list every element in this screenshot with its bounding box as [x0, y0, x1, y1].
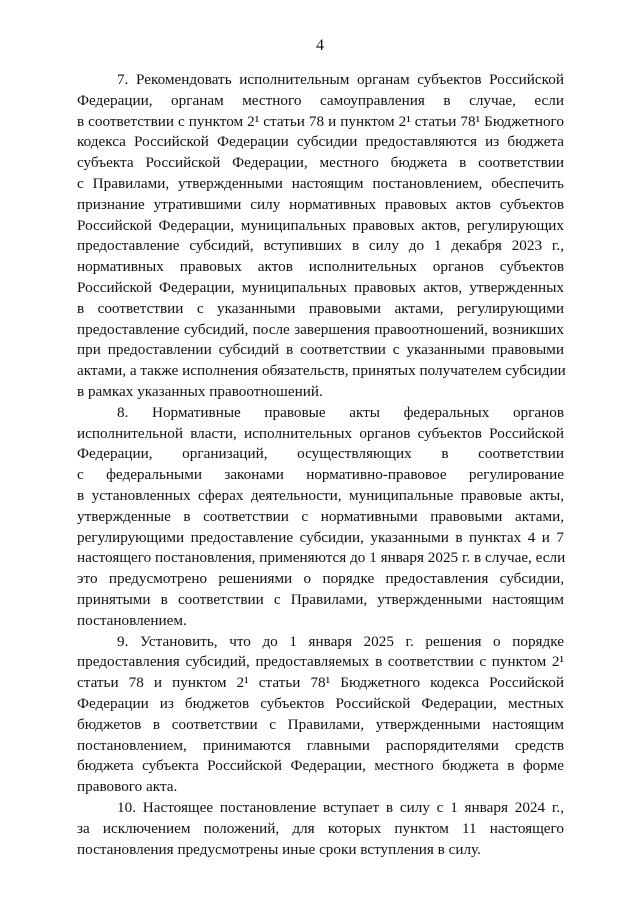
- text-line: постановлением, принимаются главными распорядителями средств: [77, 736, 564, 754]
- text-line: утвержденные в соответствии с нормативными правовыми актами,: [77, 507, 564, 525]
- text-line: в рамках указанных правоотношений.: [77, 383, 323, 400]
- text-line: исполнительной власти, исполнительных органов субъектов Российской: [77, 424, 564, 442]
- text-line: за исключением положений, для которых пунктом 11 настоящего: [77, 819, 564, 837]
- text-line: 10. Настоящее постановление вступает в силу с 1 января 2024 г.,: [117, 799, 564, 816]
- text-line: в соответствии с указанными правовыми актами, регулирующими: [77, 299, 564, 317]
- text-line: предоставления субсидий, предоставляемых в соответствии с пунктом 2¹: [77, 653, 564, 671]
- text-line: предоставление субсидий, после завершения правоотношений, возникших: [77, 320, 564, 338]
- text-line: Федерации, органам местного самоуправления в случае, если: [77, 91, 564, 109]
- text-line: с федеральными законами нормативно-правовое регулирование: [77, 466, 564, 484]
- text-line: субъекта Российской Федерации, местного бюджета в соответствии: [77, 154, 564, 172]
- text-line: бюджетов в соответствии с Правилами, утвержденными настоящим: [77, 715, 564, 733]
- text-line: 9. Установить, что до 1 января 2025 г. решения о порядке: [117, 632, 564, 650]
- text-line: при предоставлении субсидий в соответствии с указанными правовыми: [77, 341, 564, 359]
- page-number: 4: [316, 37, 324, 54]
- text-line: правового акта.: [77, 778, 178, 796]
- text-line: в соответствии с пунктом 2¹ статьи 78 и пунктом 2¹ статьи 78¹ Бюджетного: [77, 112, 564, 130]
- text-line: Федерации, организаций, осуществляющих в соответствии: [77, 445, 564, 463]
- text-line: кодекса Российской Федерации субсидии предоставляются из бюджета: [77, 133, 564, 151]
- text-line: 7. Рекомендовать исполнительным органам субъектов Российской: [117, 71, 564, 88]
- text-line: Российской Федерации, муниципальных правовых актов, утвержденных: [77, 279, 564, 296]
- text-line: 8. Нормативные правовые акты федеральных органов: [117, 403, 564, 421]
- text-line: в установленных сферах деятельности, муниципальные правовые акты,: [77, 487, 564, 504]
- text-line: признание утратившими силу нормативных правовых актов субъектов: [77, 195, 564, 213]
- text-line: постановления предусмотрены иные сроки вступления в силу.: [77, 840, 481, 858]
- text-line: постановлением.: [77, 611, 187, 629]
- text-line: бюджета субъекта Российской Федерации, местного бюджета в форме: [77, 757, 564, 775]
- text-line: регулирующими предоставление субсидии, указанными в пунктах 4 и 7: [77, 528, 564, 546]
- text-line: предоставление субсидий, вступивших в силу до 1 декабря 2023 г.,: [77, 237, 564, 255]
- text-line: актами, а также исполнения обязательств, принятых получателем субсидии: [77, 362, 566, 380]
- text-line: настоящего постановления, применяются до 1 января 2025 г. в случае, если: [77, 549, 566, 567]
- text-line: это предусмотрено решениями о порядке предоставления субсидии,: [77, 570, 564, 588]
- text-line: нормативных правовых актов исполнительных органов субъектов: [77, 258, 564, 276]
- text-line: статьи 78 и пунктом 2¹ статьи 78¹ Бюджетного кодекса Российской: [77, 674, 564, 692]
- text-line: Федерации из бюджетов субъектов Российской Федерации, местных: [77, 695, 564, 712]
- text-line: Российской Федерации, муниципальных правовых актов, регулирующих: [77, 216, 564, 234]
- text-line: с Правилами, утвержденными настоящим постановлением, обеспечить: [77, 175, 564, 192]
- text-line: принятыми в соответствии с Правилами, утвержденными настоящим: [77, 591, 564, 608]
